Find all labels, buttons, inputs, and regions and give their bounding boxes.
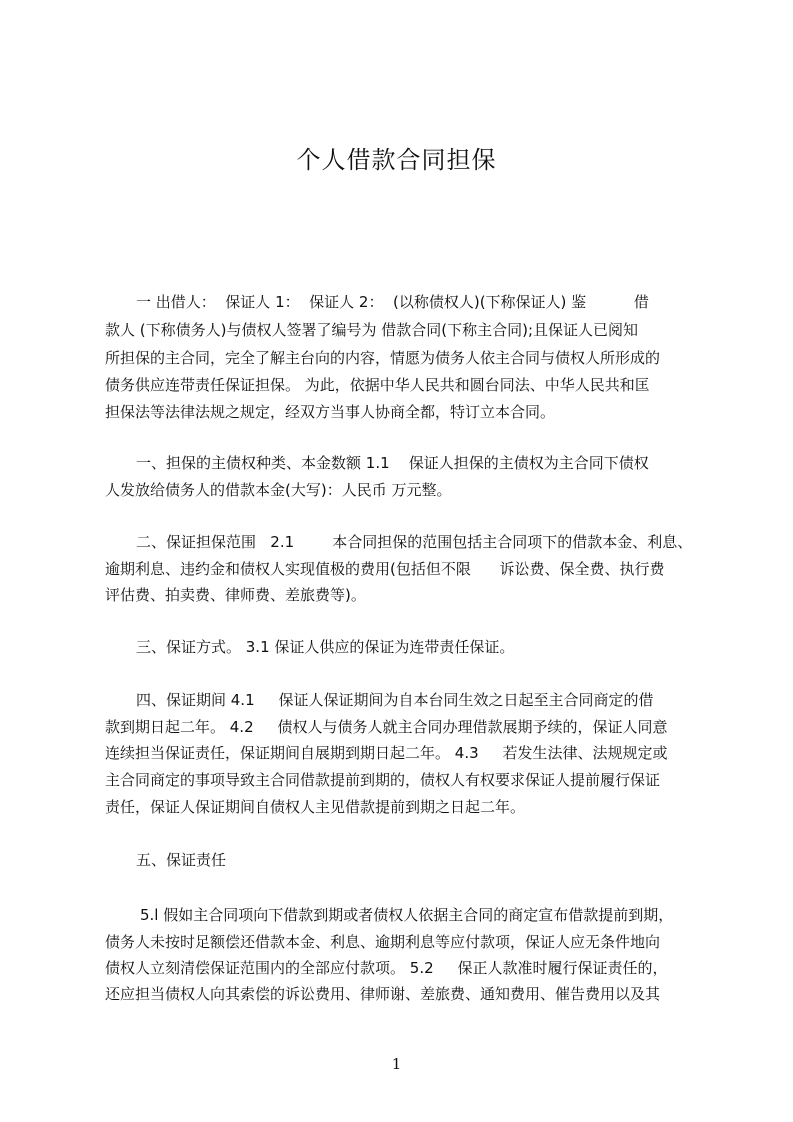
section4-line-2: 款到期日起二年。 4.2 债权人与债务人就主合同办理借款展期予续的，保证人同意 — [105, 718, 668, 736]
document-title: 个人借款合同担保 — [296, 146, 497, 174]
section1-line-2: 人发放给债务人的借款本金(大写)：人民币 万元整。 — [105, 481, 452, 499]
section1-line-1: 一、担保的主债权种类、本金数额 1.1 保证人担保的主债权为主合同下债权 — [136, 454, 649, 472]
section5-heading: 五、保证责任 — [136, 851, 227, 869]
preamble-line-2: 款人 (下称债务人)与债权人签署了编号为 借款合同(下称主合同);且保证人已阅知 — [105, 321, 639, 339]
section4-line-4: 主合同商定的事项导致主合同借款提前到期的，债权人有权要求保证人提前履行保证 — [105, 771, 661, 789]
preamble-line-3: 所担保的主合同，完全了解主台向的内容，情愿为债务人依主合同与债权人所形成的 — [105, 349, 661, 367]
section5-line-2: 债务人未按时足额偿还借款本金、利息、逾期利息等应付款项，保证人应无条件地向 — [105, 933, 661, 951]
preamble-line-5: 担保法等法律法规之规定，经双方当事人协商全都，特订立本合同。 — [105, 403, 556, 421]
preamble-line-1: 一 出借人： 保证人 1： 保证人 2： (以称债权人)(下称保证人) 鉴 借 — [136, 293, 649, 311]
section2-line-3: 评估费、拍卖费、律师费、差旅费等)。 — [105, 586, 366, 604]
section2-line-1: 二、保证担保范围 2.1 本合同担保的范围包括主合同项下的借款本金、利息、 — [136, 533, 693, 551]
section5-line-3: 债权人立刻清偿保证范围内的全部应付款项。 5.2 保正人款准时履行保证责任的， — [105, 959, 668, 977]
preamble-line-4: 债务供应连带责任保证担保。 为此，依据中华人民共和圆台同法、中华人民共和匡 — [105, 376, 650, 394]
section4-line-3: 连续担当保证责任，保证期间自展期到期日起二年。 4.3 若发生法律、法规规定或 — [105, 744, 668, 762]
section3-line-1: 三、保证方式。 3.1 保证人供应的保证为连带责任保证。 — [136, 638, 515, 656]
section5-line-1: 5.l 假如主合同项向下借款到期或者债权人依据主合同的商定宣布借款提前到期， — [140, 906, 674, 924]
section2-line-2: 逾期利息、违约金和债权人实现值极的费用(包括但不限 诉讼费、保全费、执行费 — [105, 560, 665, 578]
section4-line-1: 四、保证期间 4.1 保证人保证期间为自本台同生效之日起至主合同商定的借 — [136, 691, 654, 709]
section5-line-4: 还应担当债权人向其索偿的诉讼费用、律师谢、差旅费、通知费用、催告费用以及其 — [105, 985, 661, 1003]
page-number: 1 — [391, 1055, 402, 1073]
section4-line-5: 责任，保证人保证期间自债权人主见借款提前到期之日起二年。 — [105, 798, 526, 816]
